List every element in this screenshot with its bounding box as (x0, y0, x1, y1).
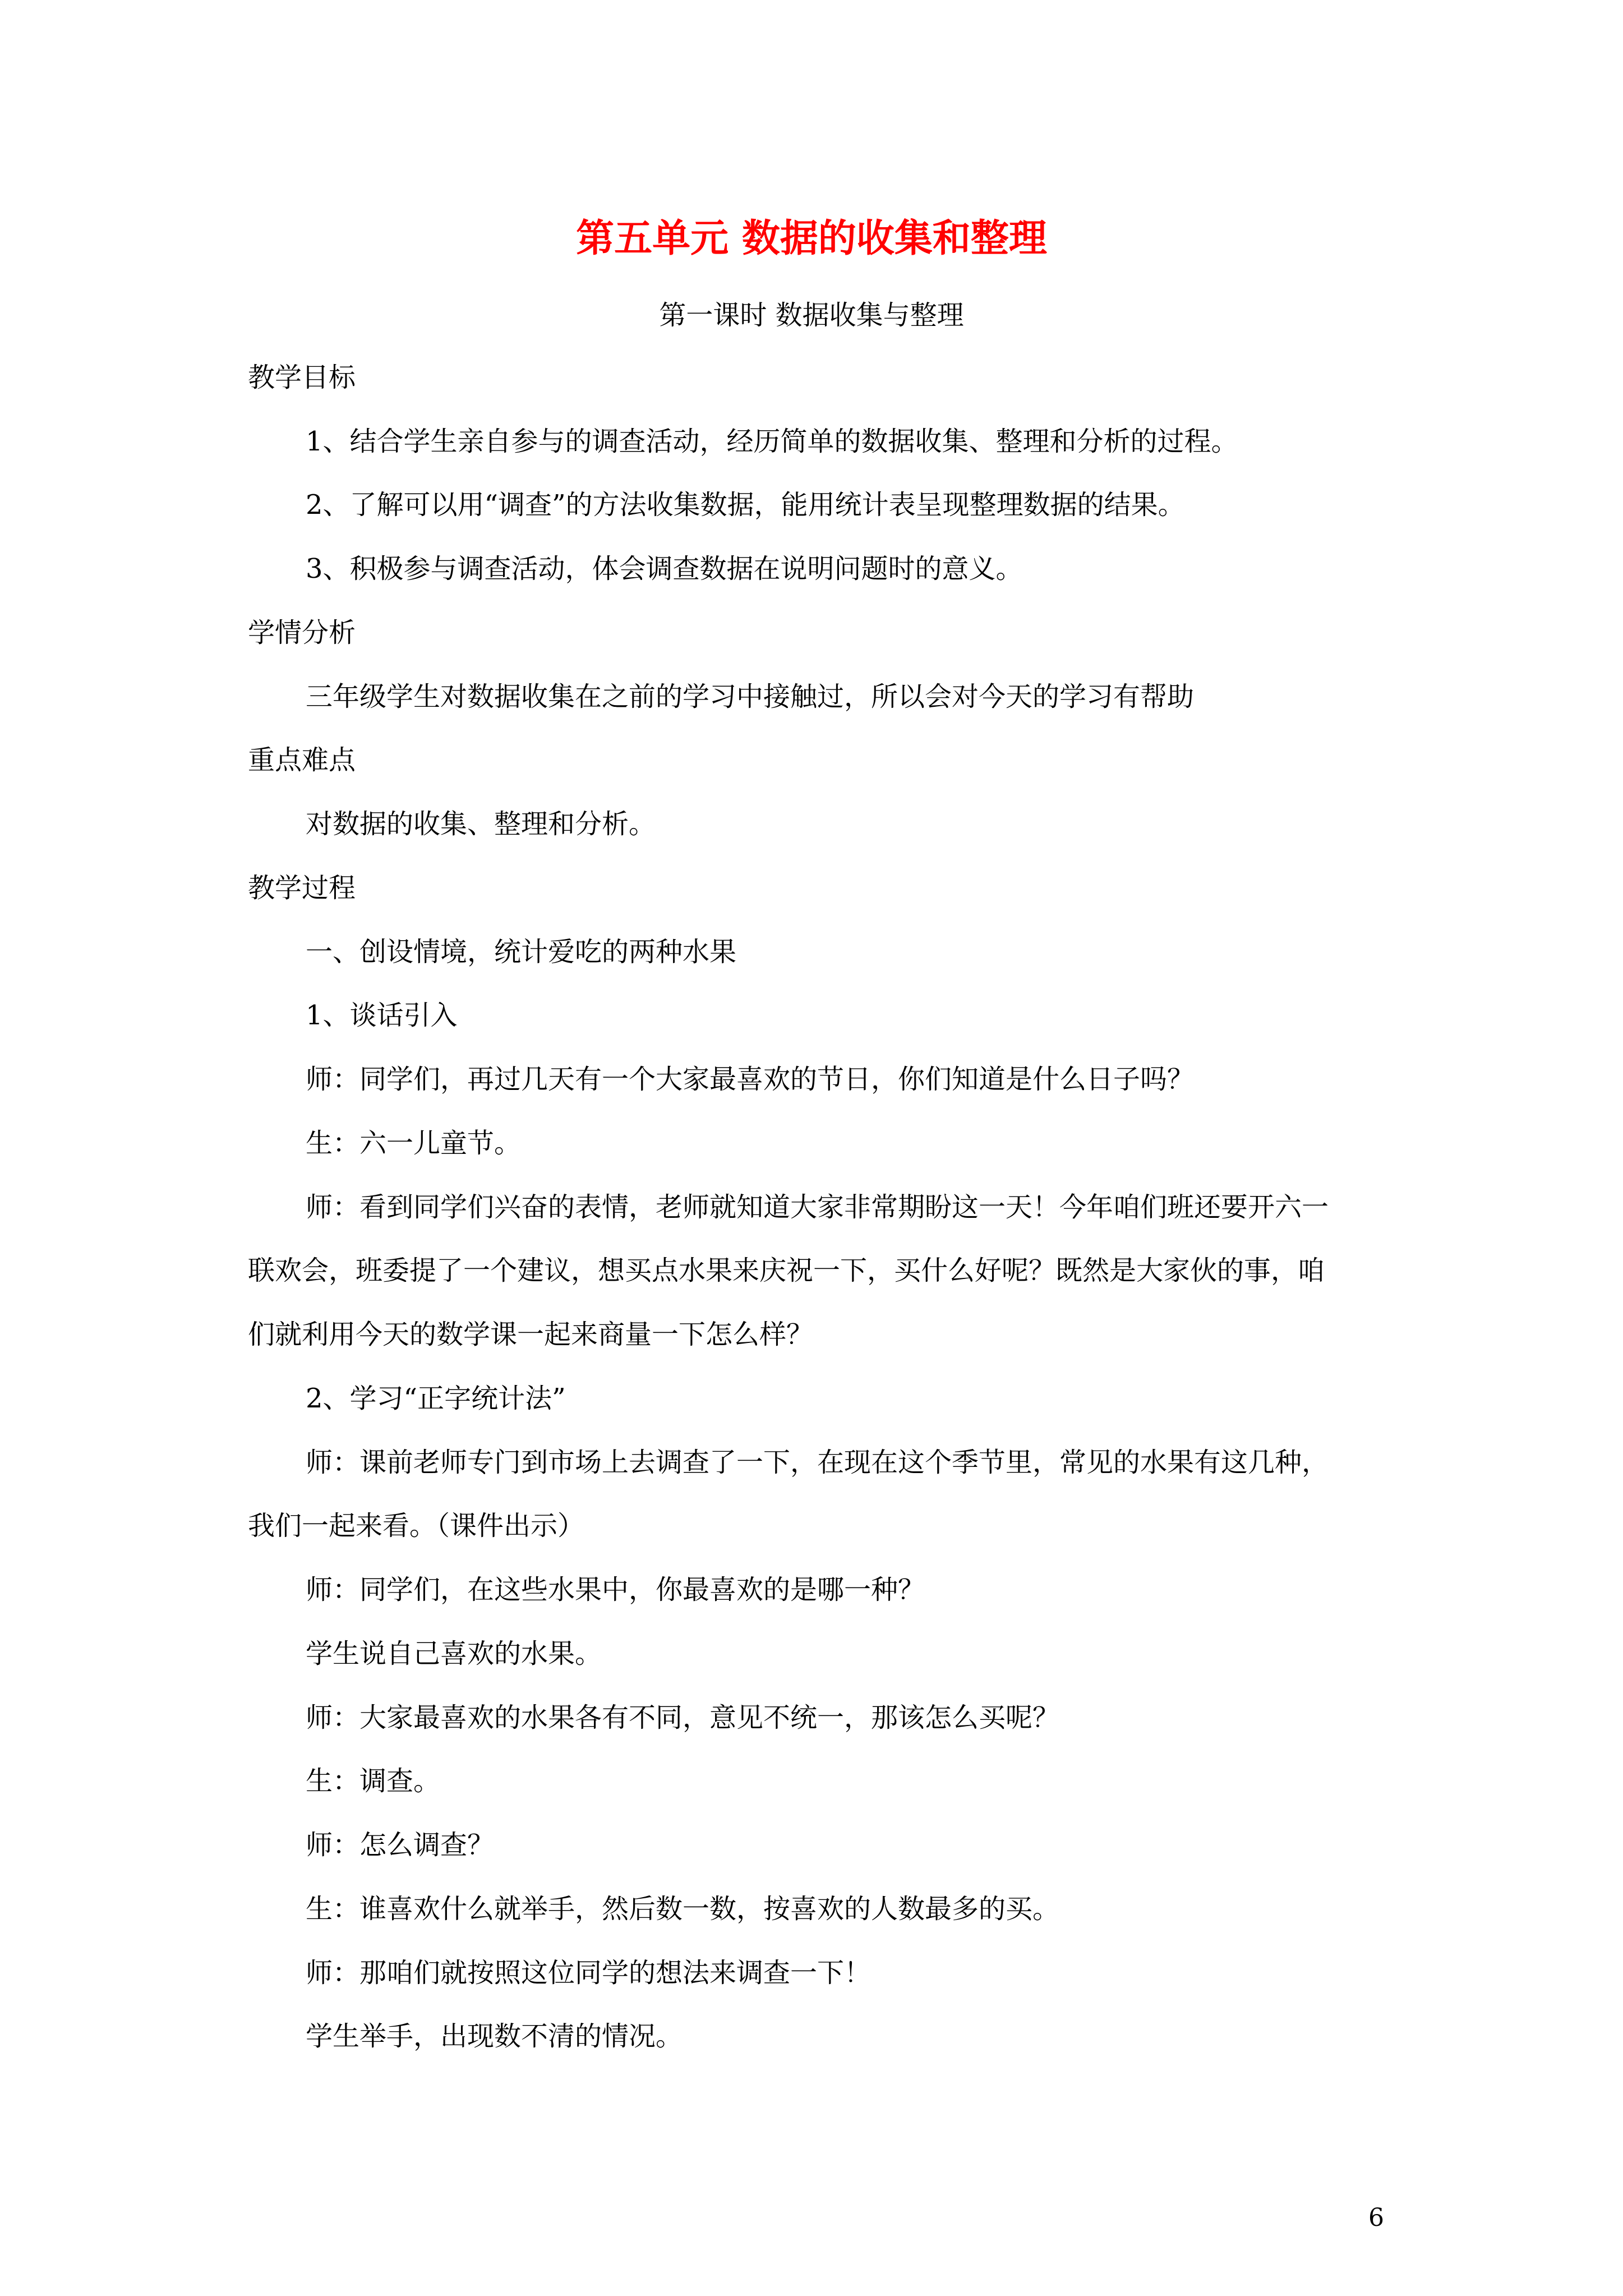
paragraph-line: 学生举手，出现数不清的情况。 (306, 2021, 683, 2052)
paragraph-line: 们就利用今天的数学课一起来商量一下怎么样？ (248, 1319, 814, 1350)
paragraph-line: 1、结合学生亲自参与的调查活动，经历简单的数据收集、整理和分析的过程。 (306, 426, 1238, 457)
paragraph-line: 师：同学们，再过几天有一个大家最喜欢的节日，你们知道是什么日子吗？ (306, 1064, 1195, 1095)
document-title: 第五单元 数据的收集和整理 (576, 216, 1047, 261)
paragraph-line: 三年级学生对数据收集在之前的学习中接触过，所以会对今天的学习有帮助 (306, 681, 1195, 712)
paragraph-line: 生：谁喜欢什么就举手，然后数一数，按喜欢的人数最多的买。 (306, 1893, 1060, 1925)
section-heading-process: 教学过程 (248, 872, 356, 904)
paragraph-line: 联欢会，班委提了一个建议，想买点水果来庆祝一下，买什么好呢？既然是大家伙的事，咱 (248, 1255, 1325, 1286)
paragraph-line: 对数据的收集、整理和分析。 (306, 808, 656, 840)
paragraph-line: 3、积极参与调查活动，体会调查数据在说明问题时的意义。 (306, 553, 1023, 585)
page-number: 6 (1368, 2203, 1384, 2232)
paragraph-line: 师：怎么调查？ (306, 1829, 495, 1861)
paragraph-line: 一、创设情境，统计爱吃的两种水果 (306, 936, 737, 968)
paragraph-line: 学生说自己喜欢的水果。 (306, 1638, 602, 1669)
section-heading-objectives: 教学目标 (248, 362, 356, 393)
paragraph-line: 生：六一儿童节。 (306, 1128, 522, 1159)
section-heading-analysis: 学情分析 (248, 617, 356, 648)
paragraph-line: 师：看到同学们兴奋的表情，老师就知道大家非常期盼这一天！今年咱们班还要开六一 (306, 1191, 1329, 1223)
paragraph-line: 2、学习“正字统计法” (306, 1383, 566, 1414)
document-subtitle: 第一课时 数据收集与整理 (659, 300, 964, 331)
paragraph-line: 2、了解可以用“调查”的方法收集数据，能用统计表呈现整理数据的结果。 (306, 489, 1185, 521)
paragraph-line: 我们一起来看。（课件出示） (248, 1510, 585, 1542)
paragraph-line: 师：大家最喜欢的水果各有不同，意见不统一，那该怎么买呢？ (306, 1702, 1060, 1733)
paragraph-line: 1、谈话引入 (306, 1000, 458, 1031)
paragraph-line: 师：课前老师专门到市场上去调查了一下，在现在这个季节里，常见的水果有这几种， (306, 1447, 1329, 1478)
paragraph-line: 生：调查。 (306, 1765, 441, 1797)
section-heading-key-points: 重点难点 (248, 744, 356, 776)
paragraph-line: 师：同学们，在这些水果中，你最喜欢的是哪一种？ (306, 1574, 925, 1605)
paragraph-line: 师：那咱们就按照这位同学的想法来调查一下！ (306, 1957, 872, 1989)
